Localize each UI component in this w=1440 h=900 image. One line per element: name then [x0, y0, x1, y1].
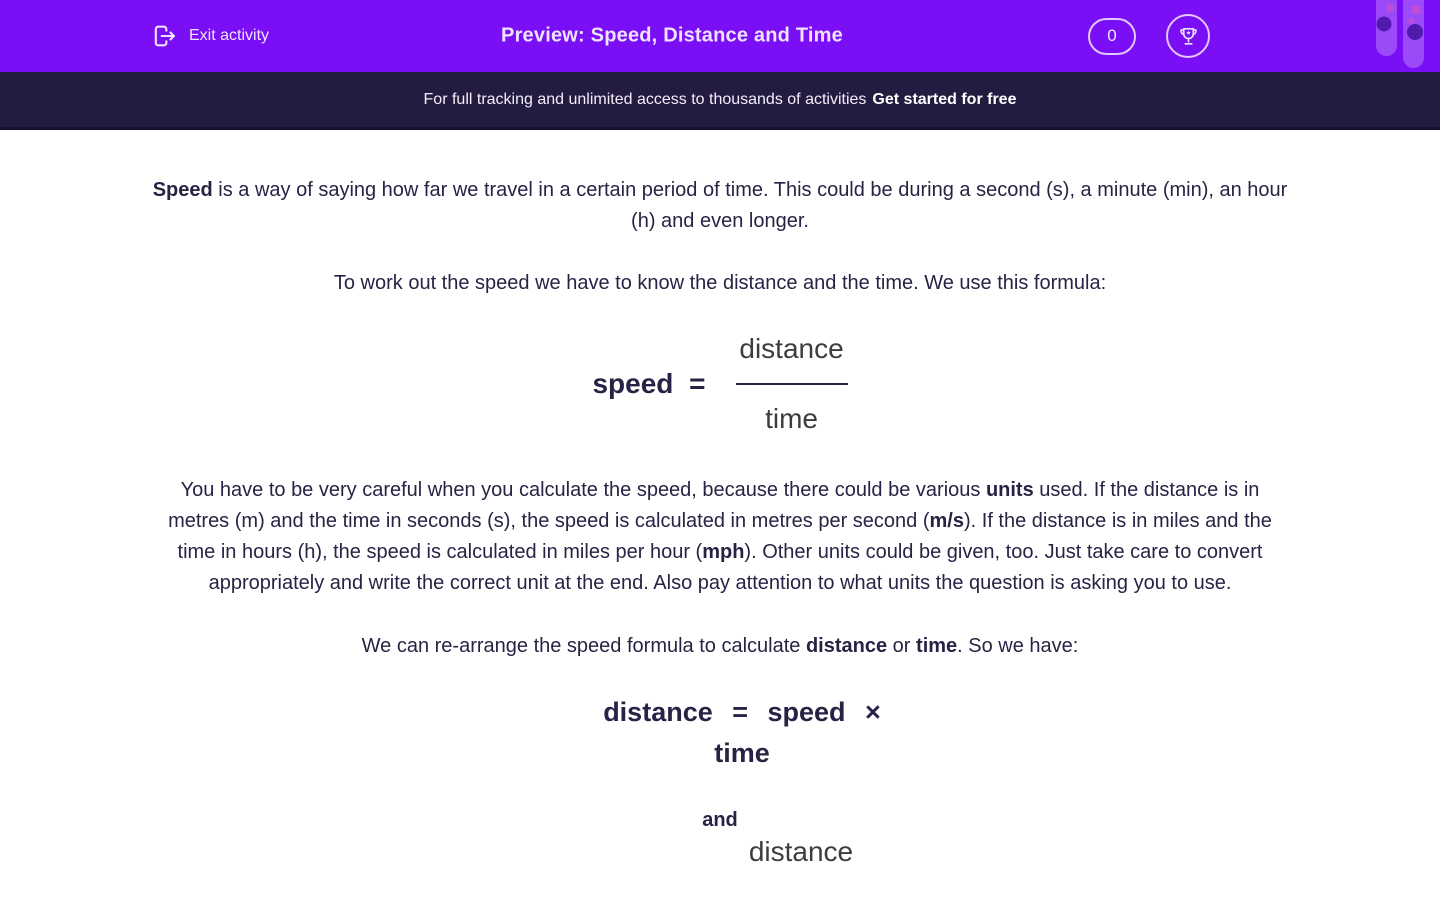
- exit-icon: [150, 22, 178, 50]
- formula-intro-paragraph: To work out the speed we have to know the distance and the time. We use this formula:: [333, 272, 1107, 294]
- distance-formula: [22, 694, 1440, 771]
- distance-formula-line2: time: [714, 738, 770, 768]
- time-formula-numerator: distance: [748, 836, 854, 867]
- speed-formula-fraction: [736, 331, 848, 437]
- rearrange-paragraph: We can re-arrange the speed formula to calculate distance or time. So we have:: [361, 635, 1079, 657]
- units-paragraph: You have to be very careful when you calculate the speed, because there could be various units used. If the distance is in metres (m) and the time in seconds (s), the speed is calculated in metres per second (m/s). If the distance is in miles and the time in hours (h), the speed is calculated in miles per hour (mph). Other units could be given, too. Just take care to convert appropriately and write the correct unit at the end. Also pay attention to what units the question is asking you to use.: [168, 479, 1272, 594]
- time-formula-partial: [0, 834, 1440, 870]
- fraction-denominator: time: [765, 403, 818, 434]
- distance-formula-line1: distance = speed ×: [603, 697, 881, 727]
- intro-paragraph: Speed is a way of saying how far we travel in a certain period of time. This could be during a second (s), a minute (min), an hour (h) and even longer.: [152, 179, 1288, 232]
- exit-activity-button[interactable]: [150, 22, 269, 50]
- score-badge: [1088, 18, 1136, 55]
- score-value: 0: [1107, 26, 1117, 45]
- upsell-banner: [0, 72, 1440, 130]
- exit-activity-label: Exit activity: [189, 27, 270, 44]
- topbar-right-group: [1088, 14, 1210, 58]
- test-tubes-decoration: [1372, 0, 1430, 72]
- fraction-numerator: distance: [739, 333, 844, 364]
- and-connector: and: [702, 809, 738, 831]
- activity-content: [0, 175, 1440, 870]
- trophy-icon: [1176, 24, 1201, 49]
- speed-formula: [0, 331, 1440, 437]
- trophy-button[interactable]: [1166, 14, 1210, 58]
- banner-text: For full tracking and unlimited access to thousands of activities: [423, 90, 867, 108]
- fraction-bar: [736, 383, 848, 385]
- top-bar: [0, 0, 1440, 72]
- speed-formula-lhs: speed =: [592, 368, 706, 399]
- page-title: Preview: Speed, Distance and Time: [501, 24, 843, 47]
- get-started-link[interactable]: Get started for free: [872, 90, 1017, 108]
